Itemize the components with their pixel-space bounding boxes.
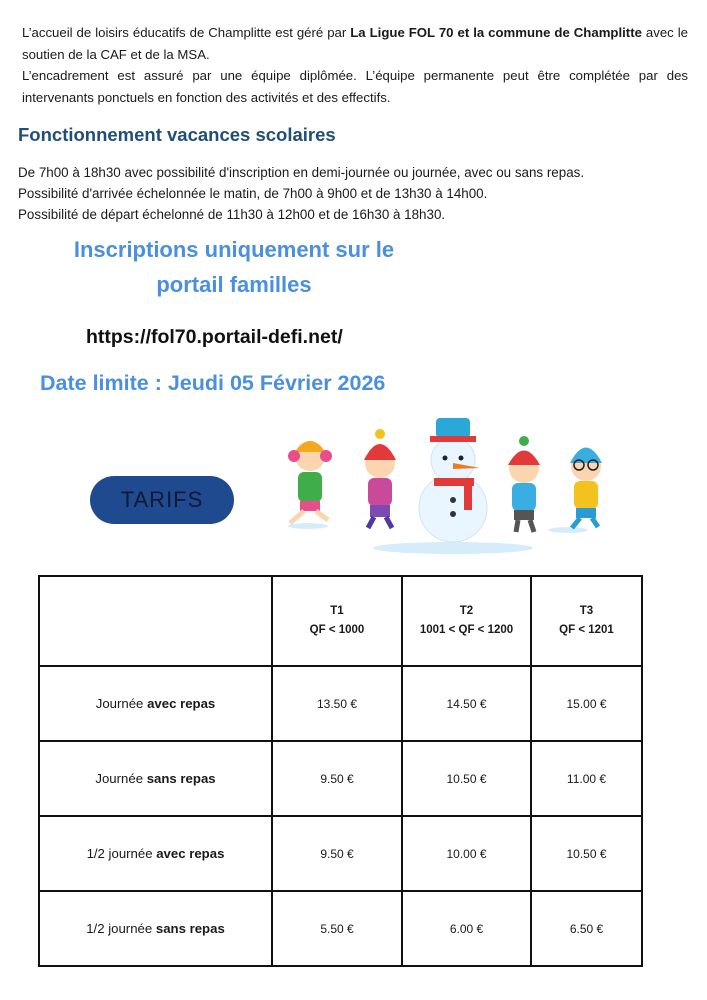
row-label (39, 741, 272, 816)
row-label-bold: sans repas (146, 771, 216, 786)
winter-kids-snowman-illustration (268, 408, 628, 558)
price-cell: 5.50 € (272, 891, 402, 966)
section-title: Fonctionnement vacances scolaires (18, 124, 336, 145)
column-header-t1 (272, 576, 402, 666)
tier-name: T1 (330, 605, 344, 617)
portal-link[interactable]: https://fol70.portail-defi.net/ (86, 326, 343, 348)
price-cell: 10.50 € (531, 816, 642, 891)
row-label-plain: Journée (95, 696, 148, 711)
tarifs-button[interactable]: TARIFS (90, 476, 234, 524)
tarifs-table (38, 575, 643, 967)
intro-p1-start: L’accueil de loisirs éducatifs de Champlitte est géré par (22, 25, 351, 40)
price-cell: 9.50 € (272, 816, 402, 891)
intro-p1-end: avec le soutien de la CAF et de la MSA. (22, 25, 688, 62)
row-label-bold: avec repas (156, 846, 225, 861)
hours-line: Possibilité d'arrivée échelonnée le matin, de 7h00 à 9h00 et de 13h30 à 14h00. (18, 186, 488, 201)
table-row (39, 666, 642, 741)
organizer-name: La Ligue FOL 70 et la commune de Champlitte (350, 25, 642, 40)
deadline: Date limite : Jeudi 05 Février 2026 (40, 371, 386, 395)
table-row (39, 891, 642, 966)
table-corner-cell (39, 576, 272, 666)
hours-info (18, 162, 584, 225)
hours-line: De 7h00 à 18h30 avec possibilité d'inscription en demi-journée ou journée, avec ou sans repas. (18, 165, 585, 180)
price-cell: 14.50 € (402, 666, 531, 741)
column-header-t3 (531, 576, 642, 666)
table-row (39, 816, 642, 891)
table-header-row (39, 576, 642, 666)
price-cell: 13.50 € (272, 666, 402, 741)
tier-range: QF < 1201 (559, 624, 614, 636)
intro-text (22, 22, 688, 108)
column-header-t2 (402, 576, 531, 666)
row-label-bold: avec repas (147, 696, 216, 711)
price-cell: 6.50 € (531, 891, 642, 966)
row-label-bold: sans repas (155, 921, 225, 936)
intro-paragraph-2: L’encadrement est assuré par une équipe diplômée. L’équipe permanente peut être complétée par des intervenants ponctuels en fonction des activités et des effectifs. (22, 68, 688, 105)
price-cell: 15.00 € (531, 666, 642, 741)
tier-range: QF < 1000 (309, 624, 365, 636)
table-row (39, 741, 642, 816)
row-label-plain: 1/2 journée (86, 921, 156, 936)
hours-line: Possibilité de départ échelonné de 11h30 à 12h00 et de 16h30 à 18h30. (18, 207, 446, 222)
price-cell: 10.50 € (402, 741, 531, 816)
tier-name: T3 (579, 605, 594, 617)
row-label (39, 666, 272, 741)
price-cell: 10.00 € (402, 816, 531, 891)
row-label-plain: 1/2 journée (86, 846, 157, 861)
row-label (39, 891, 272, 966)
tier-range: 1001 < QF < 1200 (419, 624, 514, 636)
price-cell: 9.50 € (272, 741, 402, 816)
inscriptions-notice (24, 232, 444, 302)
price-cell: 6.00 € (402, 891, 531, 966)
inscriptions-line-2: portail familles (156, 272, 312, 297)
intro-paragraph-1 (22, 22, 688, 65)
row-label-plain: Journée (95, 771, 147, 786)
row-label (39, 816, 272, 891)
tier-name: T2 (459, 605, 474, 617)
price-cell: 11.00 € (531, 741, 642, 816)
inscriptions-line-1: Inscriptions uniquement sur le (73, 237, 395, 262)
